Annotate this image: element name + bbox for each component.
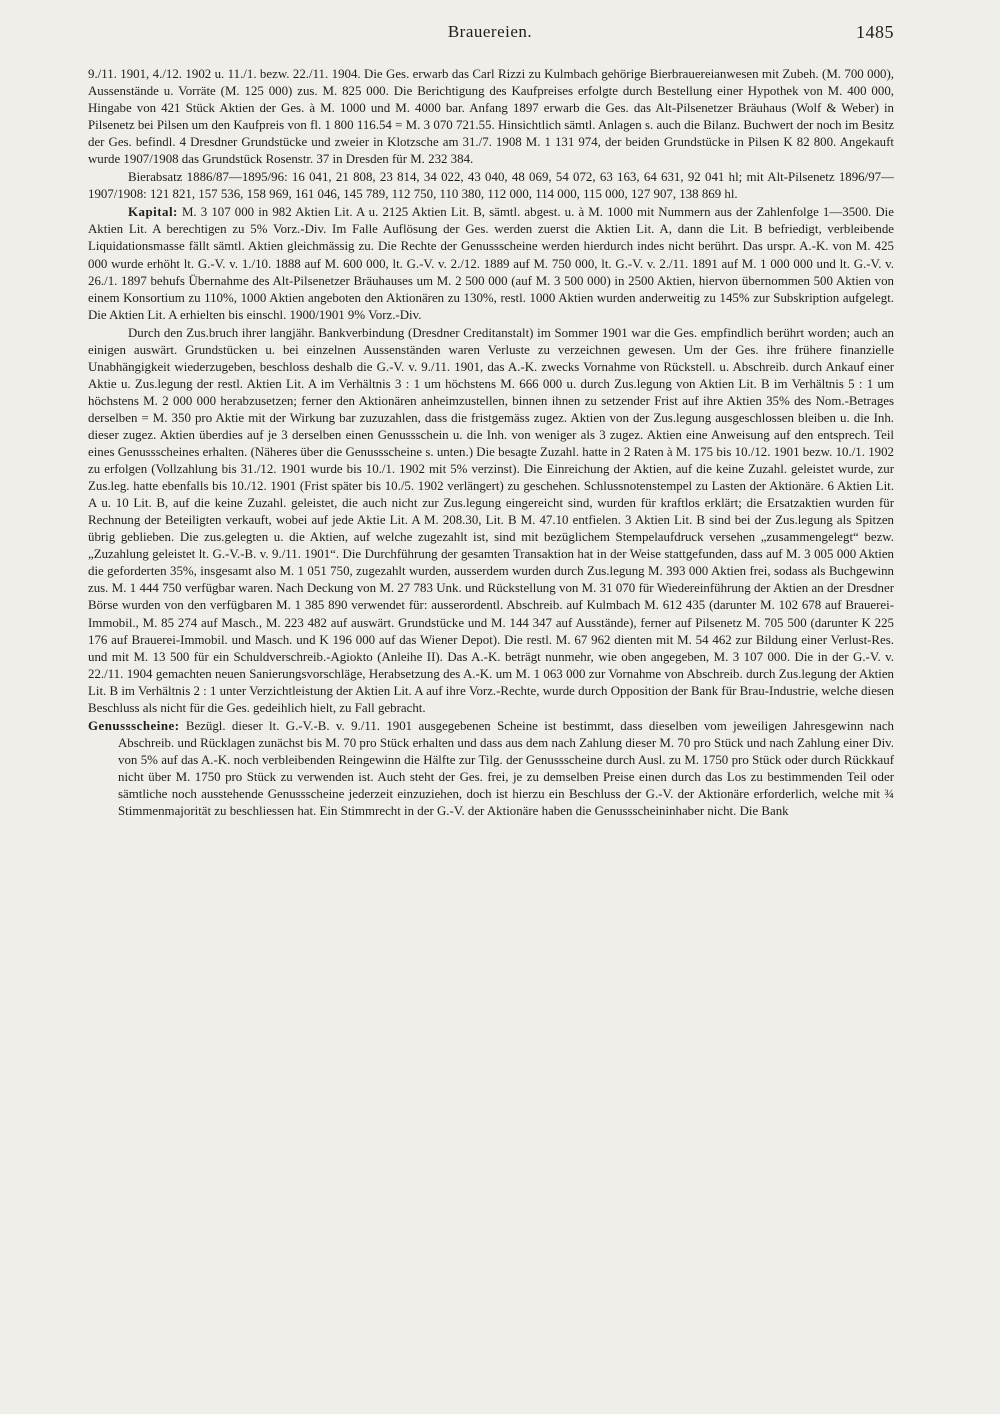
paragraph-beer-sales: Bierabsatz 1886/87—1895/96: 16 041, 21 808, 23 814, 34 022, 43 040, 48 069, 54 072, 63 163, 64 631, 92 041 hl; mit Alt-Pilsenetz 1896/97—1907/1908: 121 821, 157 536, 158 969, 161 046, 145 789, 112 750, 110 380, 112 000, 114 000, 115 000, 127 907, 138 869 hl.	[88, 170, 894, 202]
page-header	[86, 22, 894, 48]
capital-text: M. 3 107 000 in 982 Aktien Lit. A u. 2125 Aktien Lit. B, sämtl. abgest. u. à M. 1000 mit Nummern aus der Zahlenfolge 1—3500. Die Aktien Lit. A berechtigen zu 5% Vorz.-Div. Im Falle Auflösung der Ges. werden zuerst die Aktien Lit. A, dann die Lit. B befriedigt, verbleibende Liquidationsmasse fällt sämtl. Aktien gleichmässig zu. Die Rechte der Genussscheine werden hierdurch indes nicht berührt. Das urspr. A.-K. von M. 425 000 wurde erhöht lt. G.-V. v. 1./10. 1888 auf M. 600 000, lt. G.-V. v. 2./12. 1889 auf M. 750 000, lt. G.-V. v. 2./11. 1891 auf M. 1 000 000 und lt. G.-V. v. 26./1. 1897 behufs Übernahme des Alt-Pilsenetzer Bräuhauses um M. 2 500 000 (auf M. 3 500 000) in 2500 Aktien, hiervon übernommen 500 Aktien von einem Konsortium zu 110%, 1000 Aktien angeboten den Aktionären zu 130%, restl. 1000 Aktien wurden anderweitig zu 145% zur Subskription aufgelegt. Die Aktien Lit. A erhielten bis einschl. 1900/1901 9% Vorz.-Div.	[88, 205, 894, 322]
participation-certificates-text: Bezügl. dieser lt. G.-V.-B. v. 9./11. 1901 ausgegebenen Scheine ist bestimmt, dass dieselben vom jeweiligen Jahresgewinn nach Abschreib. und Rücklagen zunächst bis M. 70 pro Stück erhalten und dass aus dem nach Zahlung dieser M. 70 pro Stück und nach Zahlung einer Div. von 5% auf das A.-K. noch verbleibenden Reingewinn die Hälfte zur Tilg. der Genussscheine durch Ausl. zu M. 1750 pro Stück oder durch Rückkauf nicht über M. 1750 pro Stück zu verwenden ist. Auch steht der Ges. frei, je zu demselben Preise einen durch das Los zu bestimmenden Teil oder sämtliche noch ausstehende Genussscheine jederzeit einzuziehen, doch ist hierzu ein Beschluss der G.-V. der Aktionäre erforderlich, welche mit ¾ Stimmenmajorität zu beschliessen hat. Ein Stimmrecht in der G.-V. der Aktionäre haben die Genussscheininhaber nicht. Die Bank	[118, 718, 894, 819]
page-number: 1485	[856, 22, 894, 42]
paragraph-participation-certificates	[88, 718, 894, 820]
paragraph-restructuring: Durch den Zus.bruch ihrer langjähr. Bankverbindung (Dresdner Creditanstalt) im Sommer 1901 war die Ges. empfindlich berührt worden; auch an einigen auswärt. Grundstücken u. bei einzelnen Aussenständen waren Verluste zu verzeichnen gewesen. Um der Ges. ihre frühere finanzielle Unabhängigkeit wiederzugeben, beschloss deshalb die G.-V. v. 9./11. 1901, das A.-K. zwecks Vornahme von Rückstell. u. Abschreib. durch Ankauf einer Aktie u. Zus.legung der restl. Aktien Lit. A im Verhältnis 3 : 1 um höchstens M. 666 000 u. durch Zus.legung von Aktien Lit. B im Verhältnis 5 : 1 um höchstens M. 2 000 000 herabzusetzen; ferner den Aktionären anheimzustellen, binnen ihnen zu setzender Frist auf ihre Aktien 35% des Nom.-Betrages derselben = M. 350 pro Aktie mit der Wirkung bar zuzuzahlen, dass die fristgemäss zugez. Aktien von der Zus.legung ausgeschlossen bleiben u. die Inh. dieser zugez. Aktien überdies auf je 3 derselben einen Genussschein u. die Inh. von weniger als 3 zugez. Aktien eine Anweisung auf den entsprech. Teil eines Genussscheines erhalten. (Näheres über die Genussscheine s. unten.) Die besagte Zuzahl. hatte in 2 Raten à M. 175 bis 10./12. 1901 bezw. 10./1. 1902 zu erfolgen (Vollzahlung bis 31./12. 1901 wurde bis 10./1. 1902 mit 5% verzinst). Die Einreichung der Aktien, auf die keine Zuzahl. geleistet wurde, zur Zus.leg. hatte ebenfalls bis 10./12. 1901 (Frist später bis 10./5. 1902 verlängert) zu geschehen. Schlussnotenstempel zu Lasten der Aktionäre. 6 Aktien Lit. A u. 10 Lit. B, auf die keine Zuzahl. geleistet, die auch nicht zur Zus.legung eingereicht sind, wurden für kraftlos erklärt; die Ersatzaktien wurden für Rechnung der Beteiligten verkauft, wobei auf jede Aktie Lit. A M. 208.30, Lit. B M. 47.10 entfielen. 3 Aktien Lit. B sind bei der Zus.legung als Spitzen übrig geblieben. Die zus.gelegten u. die Aktien, auf welche zugezahlt ist, sind mit bezüglichem Stempelaufdruck versehen „zusammengelegt“ bezw. „Zuzahlung geleistet lt. G.-V.-B. v. 9./11. 1901“. Die Durchführung der gesamten Transaktion hat in der Weise stattgefunden, dass auf M. 3 005 000 Aktien die geforderten 35%, insgesamt also M. 1 051 750, zugezahlt wurden, ausserdem wurden durch Zus.legung M. 393 000 Aktien frei, sodass als Buchgewinn zus. M. 1 444 750 verfügbar waren. Nach Deckung von M. 27 783 Unk. und Rückstellung von M. 31 070 für Wiedereinführung der Aktien an der Dresdner Börse wurden von den verfügbaren M. 1 385 890 verwendet für: ausserordentl. Abschreib. auf Kulmbach M. 612 435 (darunter M. 102 678 auf Brauerei-Immobil., M. 85 274 auf Masch., M. 223 482 auf auswärt. Grundstücke und M. 144 347 auf Ausstände), ferner auf Pilsenetz M. 705 500 (darunter K 225 176 auf Brauerei-Immobil. und Masch. und K 196 000 auf das Wiener Depot). Die restl. M. 67 962 dienten mit M. 54 462 zur Bildung einer Verlust-Res. und mit M. 13 500 für ein Schuldverschreib.-Agiokto (Anleihe II). Das A.-K. beträgt nunmehr, wie oben angegeben, M. 3 107 000. Die in der G.-V. v. 22./11. 1904 gemachten neuen Sanierungsvorschläge, Herabsetzung des A.-K. um M. 1 063 000 zur Vornahme von Abschreib. durch Zus.legung der Aktien Lit. B im Verhältnis 2 : 1 unter Verzichtleistung der Aktien Lit. A auf ihre Vorz.-Rechte, wurde durch Opposition der Bank für Brau-Industrie, welche diesen Beschluss als nicht für die Ges. gedeihlich hielt, zu Fall gebracht.	[88, 325, 894, 715]
participation-certificates-heading: Genussscheine:	[88, 718, 180, 733]
paragraph-acquisitions: 9./11. 1901, 4./12. 1902 u. 11./1. bezw. 22./11. 1904. Die Ges. erwarb das Carl Rizzi zu Kulmbach gehörige Bierbrauereianwesen mit Zubeh. (M. 700 000), Aussenstände u. Vorräte (M. 125 000) zus. M. 825 000. Die Berichtigung des Kaufpreises erfolgte durch Bestellung einer Hypothek von M. 400 000, Hingabe von 421 Stück Aktien der Ges. à M. 1000 und M. 4000 bar. Anfang 1897 erwarb die Ges. das Alt-Pilsenetzer Bräuhaus (Wolf & Weber) in Pilsenetz bei Pilsen um den Kaufpreis von fl. 1 800 116.54 = M. 3 070 721.55. Hinsichtlich sämtl. Anlagen s. auch die Bilanz. Buchwert der noch im Besitz der Ges. befindl. 4 Dresdner Grundstücke und zweier in Klotzsche am 31./7. 1908 M. 1 131 974, der beiden Grundstücke in Pilsen K 82 800. Angekauft wurde 1907/1908 das Grundstück Rosenstr. 37 in Dresden für M. 232 384.	[88, 67, 894, 167]
document-body	[88, 66, 894, 820]
capital-heading: Kapital:	[128, 205, 178, 220]
paragraph-capital	[88, 204, 894, 323]
running-title: Brauereien.	[447, 22, 533, 41]
